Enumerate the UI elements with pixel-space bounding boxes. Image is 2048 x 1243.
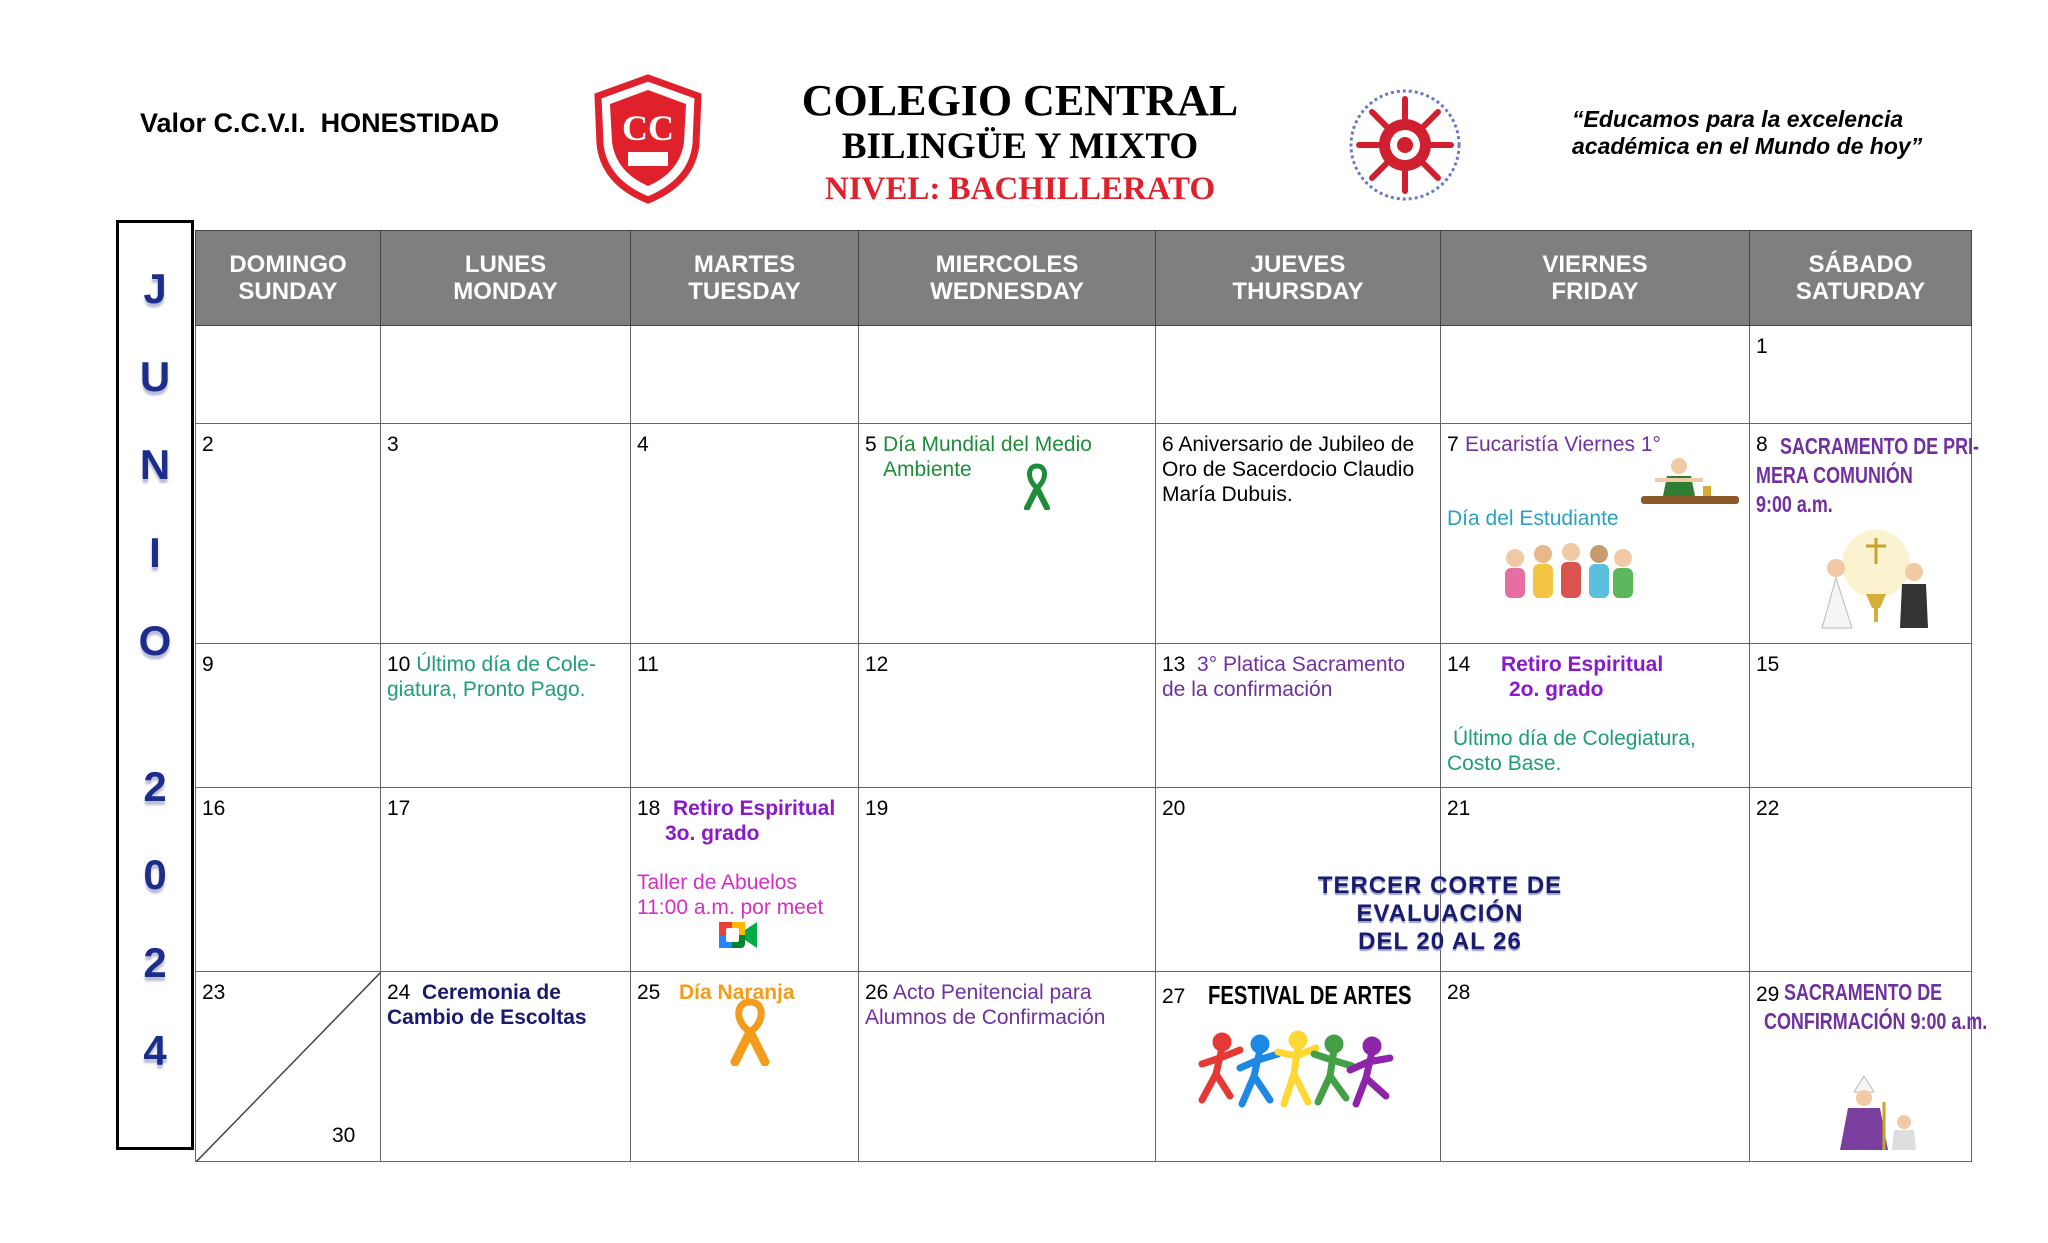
event-penitential-act: 26 Acto Penitencial para Alumnos de Confirmación [865,981,1106,1029]
week-row [196,424,1972,644]
day-number: 3 [387,433,399,456]
school-crest-logo [592,74,704,209]
weekday-header: LUNES MONDAY [381,231,631,326]
day-cell [631,788,859,972]
orange-ribbon-icon [729,996,771,1066]
week-row [196,788,1972,972]
day-cell [631,644,859,788]
day-number: 10 [387,653,411,676]
day-number: 11 [637,653,659,676]
day-cell [1441,644,1750,788]
day-cell [381,972,631,1162]
day-cell [1156,972,1441,1162]
school-name: COLEGIO CENTRAL [801,76,1239,125]
day-number: 24 [387,981,411,1004]
day-number: 7 [1447,433,1459,456]
day-cell [859,644,1156,788]
day-number: 12 [865,653,889,676]
event-tuition-early-pay: 10 Último día de Cole- giatura, Pronto Pago. [387,653,596,701]
day-cell: 8 SACRAMENTO DE PRI- MERA COMUNIÓN 9:00 a.m. [1750,424,1972,644]
priest-altar-icon [1637,456,1743,512]
event-retreat-2nd-grade: Retiro Espiritual 2o. grado [1501,653,1664,701]
event-first-communion: SACRAMENTO DE PRI- [1780,433,1980,459]
event-tuition-base-cost: Último día de Colegiatura, Costo Base. [1447,727,1696,775]
weekday-header: JUEVES THURSDAY [1156,231,1441,326]
day-cell-empty [381,326,631,424]
day-cell: 29 SACRAMENTO DE CONFIRMACIÓN 9:00 a.m. [1750,972,1972,1162]
day-number: 16 [202,797,226,820]
day-cell [196,644,381,788]
year-digit: 4 [143,1027,167,1074]
event-eucharist: Eucaristía Viernes 1° [1465,433,1661,456]
event-grandparents-workshop: Taller de Abuelos 11:00 a.m. por meet [637,871,824,919]
day-cell-empty [196,326,381,424]
day-number: 8 [1756,433,1768,456]
event-escort-ceremony: 24 Ceremonia de Cambio de Escoltas [387,981,587,1029]
day-number: 19 [865,797,889,820]
event-confirmation-talk: 13 3° Platica Sacramento de la confirmación [1162,653,1406,701]
day-number: 2 [202,433,214,456]
weekday-header: MARTES TUESDAY [631,231,859,326]
day-number: 23 [202,981,226,1004]
month-letter: J [143,265,167,312]
students-group-icon [1497,542,1637,604]
day-cell [631,424,859,644]
day-cell-empty [1156,326,1441,424]
event-confirmation-sacrament: SACRAMENTO DE [1784,979,1943,1005]
event-student-day: Día del Estudiante [1447,507,1619,530]
month-letter: O [138,617,172,664]
weekday-header: DOMINGO SUNDAY [196,231,381,326]
day-number: 28 [1447,981,1471,1004]
day-number: 1 [1756,335,1768,358]
day-number: 27 [1162,985,1186,1008]
event-retreat-3rd-grade: Retiro Espiritual 3o. grado [665,797,836,845]
day-number: 30 [332,1124,356,1147]
weekday-header: SÁBADO SATURDAY [1750,231,1972,326]
dancers-icon [1196,1030,1396,1112]
year-digit: 2 [143,939,167,986]
day-cell [1441,972,1750,1162]
week-row [196,972,1972,1162]
school-level: NIVEL: BACHILLERATO [824,171,1216,207]
day-number: 21 [1447,797,1471,820]
motto: “Educamos para la excelencia académica en el Mundo de hoy” [1572,106,1923,159]
google-meet-icon [717,918,759,952]
day-cell-split [196,972,381,1162]
day-number: 25 [637,981,661,1004]
day-number: 17 [387,797,411,820]
day-number: 22 [1756,797,1780,820]
evaluation-period-banner: TERCER CORTE DE EVALUACIÓN DEL 20 AL 26 [1317,872,1563,955]
calendar-grid [195,230,1988,1162]
day-cell [859,788,1156,972]
month-letter: I [149,529,161,576]
bishop-confirmation-icon [1834,1072,1920,1152]
year-digit: 2 [143,763,167,810]
event-jubilee: 6 Aniversario de Jubileo de Oro de Sacerdocio Claudio María Dubuis. [1162,433,1415,506]
day-cell [1441,424,1750,644]
day-number: 9 [202,653,214,676]
first-communion-icon [1816,524,1936,632]
day-cell [1750,644,1972,788]
day-number: 6 [1162,433,1174,456]
day-cell [381,644,631,788]
day-cell [631,972,859,1162]
day-cell [381,788,631,972]
day-cell-empty [859,326,1156,424]
weekday-header: MIERCOLES WEDNESDAY [859,231,1156,326]
day-cell-empty [1441,326,1750,424]
day-cell [1750,326,1972,424]
day-cell [859,972,1156,1162]
day-cell [381,424,631,644]
year-digit: 0 [143,851,167,898]
institution-seal-logo [1345,85,1465,210]
event-arts-festival: FESTIVAL DE ARTES [1208,980,1412,1010]
day-cell [1750,788,1972,972]
day-number: 20 [1162,797,1186,820]
day-number: 5 [865,433,877,456]
month-letter: N [139,441,171,488]
week-row [196,326,1972,424]
day-number: 13 [1162,653,1186,676]
day-cell [1156,644,1441,788]
event-orange-day: Día Naranja [679,981,795,1004]
day-cell [196,424,381,644]
day-number: 18 [637,797,661,820]
day-cell [196,788,381,972]
day-number: 29 [1756,983,1780,1006]
school-subtitle: BILINGÜE Y MIXTO [841,126,1199,167]
week-row [196,644,1972,788]
day-number: 14 [1447,653,1471,676]
month-year-label [116,220,194,1150]
day-number: 4 [637,433,649,456]
weekday-header-row [196,231,1972,326]
svg-text:CC: CC [622,108,674,148]
month-letter: U [139,353,171,400]
day-cell-empty [631,326,859,424]
valor-label: Valor C.C.V.I. HONESTIDAD [140,108,500,138]
day-number: 15 [1756,653,1780,676]
day-number: 26 [865,981,889,1004]
day-cell [1156,424,1441,644]
event-environment-day: Día Mundial del Medio Ambiente [883,433,1092,481]
day-cell [859,424,1156,644]
school-title-block [760,76,1280,210]
weekday-header: VIERNES FRIDAY [1441,231,1750,326]
green-ribbon-icon [1023,462,1051,510]
